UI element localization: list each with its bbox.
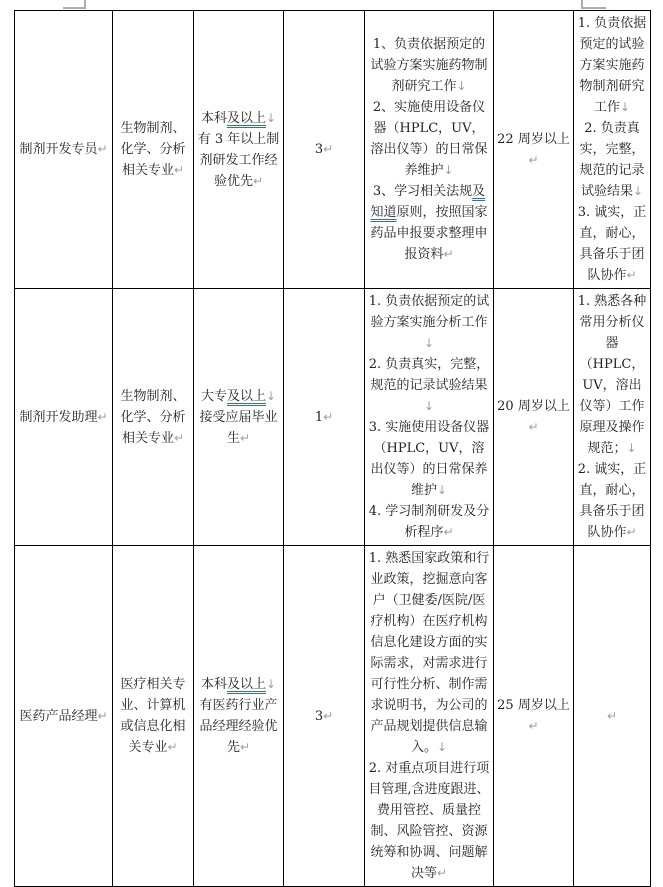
cell-end-mark: ↵ — [252, 173, 264, 188]
cell-education[interactable] — [194, 11, 284, 289]
line-break-mark: ↓ — [265, 110, 277, 125]
cell-major[interactable] — [113, 11, 194, 289]
line-break-mark: ↓ — [436, 740, 448, 754]
text-run: 有 3 年以上制剂研发工作经验优先 — [197, 131, 280, 189]
job-positions-table — [14, 10, 651, 887]
text-run: 大专 — [200, 388, 227, 404]
text-run: 本科 — [200, 110, 227, 126]
line-break-mark: ↓ — [456, 79, 467, 93]
line-break-mark: ↓ — [423, 336, 435, 350]
text-run: 20 周岁以上 — [497, 399, 570, 414]
cell-end-mark: ↵ — [626, 525, 637, 539]
table-row — [15, 289, 651, 546]
cell-position[interactable] — [15, 289, 113, 546]
text-run: 25 周岁以上 — [497, 698, 570, 713]
cell-end-mark: ↵ — [528, 420, 539, 434]
text-run: 2. 诚实，正直，耐心，具备乐于团队协作 — [577, 462, 647, 540]
text-run: 3 — [314, 708, 324, 724]
line-break-mark: ↓ — [423, 399, 435, 413]
cell-headcount[interactable] — [284, 546, 365, 887]
cell-requirements[interactable] — [574, 289, 651, 546]
line-break-mark: ↓ — [619, 100, 631, 114]
text-run: 制剂开发专员 — [19, 142, 98, 157]
text-run: 1. 熟悉国家政策和行业政策，挖掘意向客户（卫健委/医院/医疗机构）在医疗机构信息化建设方面的实际需求，对需求进行可行性分析、制作需求说明书，为公司的产品规划提供信息输入。 — [368, 551, 490, 755]
cell-duties[interactable] — [365, 11, 494, 289]
text-run: 4. 学习制剂研发及分析程序 — [368, 504, 490, 540]
text-run: 原则，按照国家药品申报要求整理申报资料 — [370, 205, 488, 262]
cell-end-mark: ↵ — [606, 708, 618, 723]
text-run: 3. 诚实，正直，耐心，具备乐于团队协作 — [577, 205, 647, 283]
text-run: 生物制剂、化学、分析相关专业 — [120, 121, 186, 178]
cell-education[interactable] — [194, 289, 284, 546]
cell-end-mark: ↵ — [528, 152, 539, 167]
cell-education[interactable] — [194, 546, 284, 887]
line-break-mark: ↓ — [265, 388, 277, 403]
cell-end-mark: ↵ — [97, 708, 108, 723]
cell-major[interactable] — [113, 546, 194, 887]
text-run: 接受应届毕业生 — [199, 409, 278, 446]
text-run: 制剂开发助理 — [19, 409, 98, 425]
text-run: 2. 负责真实，完整，规范的记录试验结果 — [368, 357, 490, 393]
line-break-mark: ↓ — [632, 184, 644, 198]
text-run: 3. 实施使用设备仪器（HPLC，UV，溶出仪等）的日常保养维护 — [368, 420, 490, 498]
cell-position[interactable] — [15, 11, 113, 289]
clipped-paragraph-mark-right — [581, 0, 606, 9]
text-run: 1 — [314, 409, 324, 425]
line-break-mark: ↓ — [436, 483, 448, 497]
grammar-checked-text: 及以上 — [226, 388, 266, 404]
text-run: 本科 — [200, 677, 227, 692]
grammar-checked-text: 及以上 — [226, 677, 266, 692]
text-run: 3 — [314, 142, 324, 157]
grammar-checked-text: 及知道 — [370, 184, 486, 220]
cell-end-mark: ↵ — [528, 719, 539, 733]
cell-end-mark: ↵ — [323, 708, 334, 723]
text-run: 3、学习相关法规 — [372, 184, 473, 199]
cell-end-mark: ↵ — [239, 430, 251, 445]
text-run: 医疗相关专业、计算机或信息化相关专业 — [120, 677, 186, 755]
cell-end-mark: ↵ — [443, 525, 454, 539]
job-positions-table-body — [15, 11, 651, 887]
line-break-mark: ↓ — [443, 163, 454, 177]
cell-position[interactable] — [15, 546, 113, 887]
table-row — [15, 546, 651, 887]
clipped-paragraph-mark-left — [63, 0, 86, 9]
text-run: 2. 负责真实，完整，规范的记录试验结果 — [579, 121, 645, 199]
grammar-checked-text: 及以上 — [226, 110, 266, 126]
cell-age[interactable] — [494, 289, 574, 546]
cell-headcount[interactable] — [284, 289, 365, 546]
text-run: 有医药行业产品经理经验优先 — [199, 698, 278, 755]
cell-end-mark: ↵ — [173, 430, 185, 445]
cell-major[interactable] — [113, 289, 194, 546]
line-break-mark: ↓ — [626, 441, 637, 455]
text-run: 2. 对重点项目进行项目管理,含进度跟进、费用管控、质量控制、风险管控、资源统筹和协调、问题解决等 — [368, 761, 490, 881]
cell-end-mark: ↵ — [436, 866, 448, 880]
cell-duties[interactable] — [365, 546, 494, 887]
text-run: 1. 熟悉各种常用分析仪器（HPLC，UV，溶出仪等）工作原理及操作规范； — [577, 294, 647, 456]
text-run: 1. 负责依据预定的试验方案实施药物制剂研究工作 — [577, 16, 647, 115]
cell-age[interactable] — [494, 11, 574, 289]
cell-end-mark: ↵ — [323, 409, 334, 424]
text-run: 2、实施使用设备仪器（HPLC，UV，溶出仪等）的日常保养维护 — [370, 100, 488, 178]
cell-headcount[interactable] — [284, 11, 365, 289]
text-run: 1、负责依据预定的试验方案实施药物制剂研究工作 — [370, 37, 488, 94]
cell-duties[interactable] — [365, 289, 494, 546]
cell-end-mark: ↵ — [97, 409, 108, 424]
cell-end-mark: ↵ — [97, 142, 108, 156]
cell-end-mark: ↵ — [239, 740, 251, 754]
table-row — [15, 11, 651, 289]
cell-requirements[interactable] — [574, 11, 651, 289]
cell-end-mark: ↵ — [173, 163, 185, 177]
cell-end-mark: ↵ — [167, 740, 178, 754]
text-run: 22 周岁以上 — [497, 131, 570, 147]
cell-end-mark: ↵ — [443, 247, 454, 261]
text-run: 医药产品经理 — [19, 708, 98, 724]
cell-requirements[interactable] — [574, 546, 651, 887]
text-run: 生物制剂、化学、分析相关专业 — [120, 388, 186, 446]
text-run: 1. 负责依据预定的试验方案实施分析工作 — [368, 294, 490, 330]
cell-age[interactable] — [494, 546, 574, 887]
cell-end-mark: ↵ — [323, 142, 334, 156]
cell-end-mark: ↵ — [626, 268, 637, 282]
line-break-mark: ↓ — [265, 677, 277, 691]
